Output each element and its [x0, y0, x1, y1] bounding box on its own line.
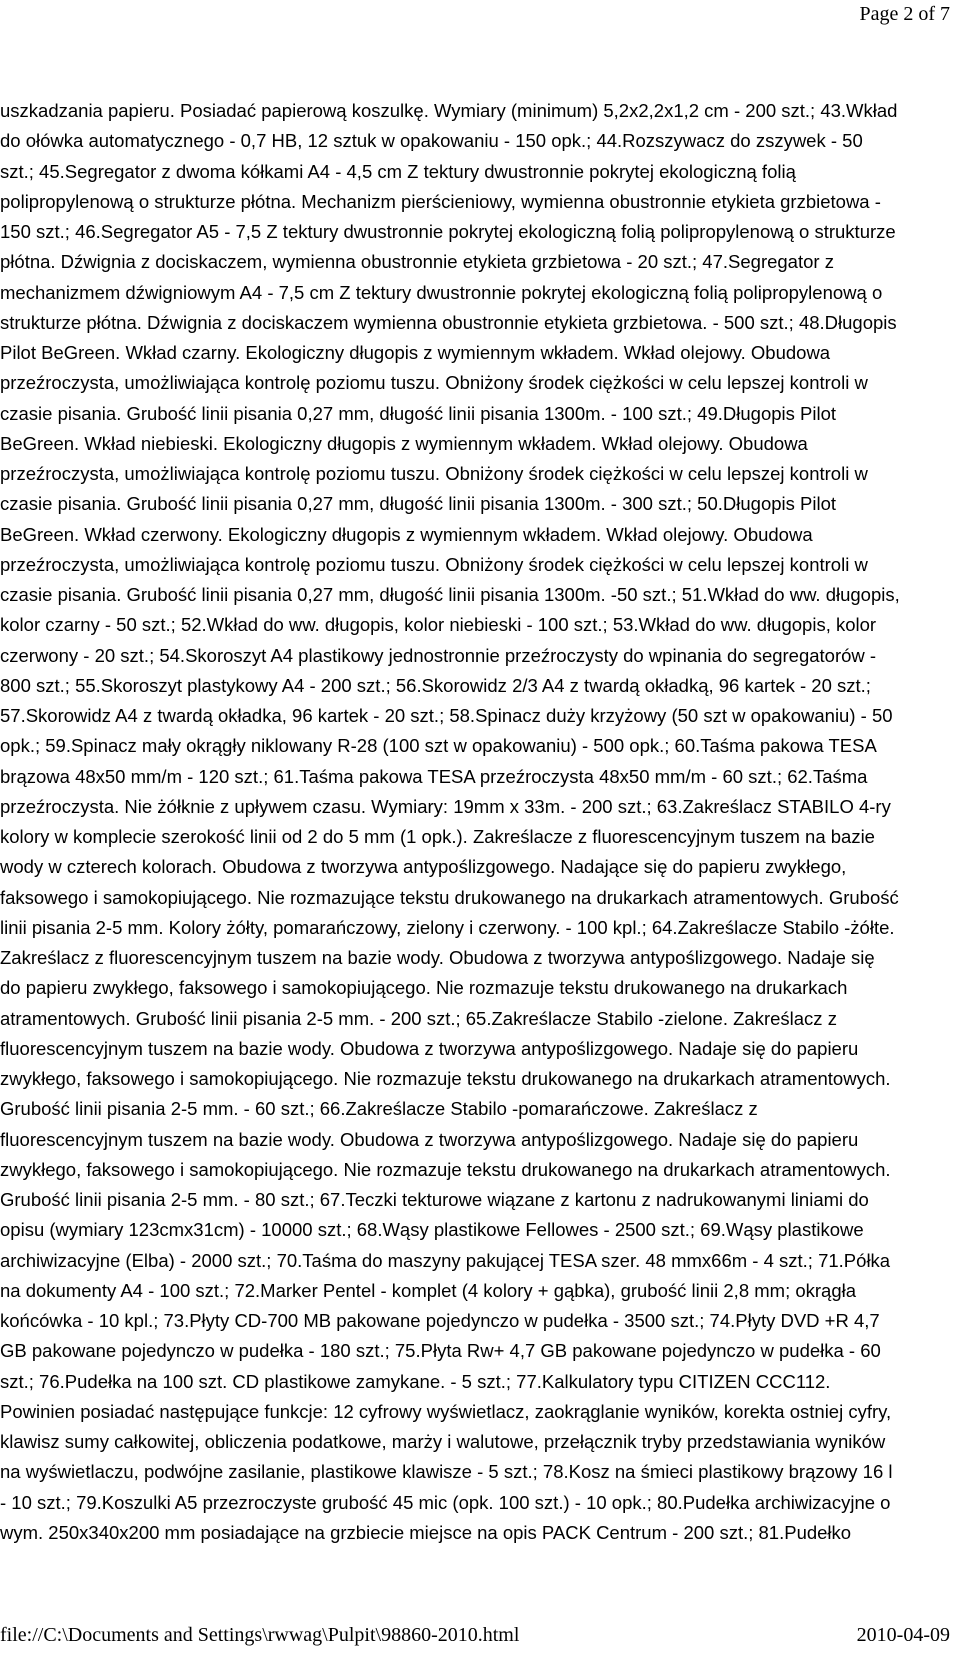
text-line: do papieru zwykłego, faksowego i samokopiującego. Nie rozmazuje tekstu drukowanego na drukarkach: [0, 977, 848, 999]
text-line: przeźroczysta. Nie żółknie z upływem czasu. Wymiary: 19mm x 33m. - 200 szt.; 63.Zakreślacz STABILO 4-ry: [0, 795, 891, 817]
text-line: wody w czterech kolorach. Obudowa z tworzywa antypoślizgowego. Nadające się do papieru zwykłego,: [0, 856, 847, 878]
text-line: mechanizmem dźwigniowym A4 - 7,5 cm Z tektury dwustronnie pokrytej ekologiczną folią polipropylenową o: [0, 281, 883, 303]
text-line: kolor czarny - 50 szt.; 52.Wkład do ww. długopis, kolor niebieski - 100 szt.; 53.Wkład do ww. długopis, kolor: [0, 614, 877, 636]
text-line: Grubość linii pisania 2-5 mm. - 60 szt.; 66.Zakreślacze Stabilo -pomarańczowe. Zakreślacz z: [0, 1098, 758, 1120]
text-line: szt.; 76.Pudełka na 100 szt. CD plastikowe zamykane. - 5 szt.; 77.Kalkulatory typu CITIZEN CCC112.: [0, 1370, 831, 1392]
text-line: 57.Skorowidz A4 z twardą okładka, 96 kartek - 20 szt.; 58.Spinacz duży krzyżowy (50 szt w opakowaniu) - 50: [0, 705, 893, 726]
text-line: BeGreen. Wkład czerwony. Ekologiczny długopis z wymiennym wkładem. Wkład olejowy. Obudowa: [0, 523, 813, 545]
text-line: Grubość linii pisania 2-5 mm. - 80 szt.; 67.Teczki tekturowe wiązane z kartonu z nadrukowanymi liniami do: [0, 1189, 869, 1210]
text-line: Zakreślacz z fluorescencyjnym tuszem na bazie wody. Obudowa z tworzywa antypoślizgowego. Nadaje się: [0, 947, 875, 968]
page-number-header: Page 2 of 7: [859, 3, 950, 25]
page-footer: [0, 1623, 960, 1647]
text-line: opk.; 59.Spinacz mały okrągły niklowany R-28 (100 szt w opakowaniu) - 500 opk.; 60.Taśma pakowa TESA: [0, 735, 877, 757]
text-line: zwykłego, faksowego i samokopiującego. Nie rozmazuje tekstu drukowanego na drukarkach atramentowych.: [0, 1068, 891, 1089]
text-line: opisu (wymiary 123cmx31cm) - 10000 szt.; 68.Wąsy plastikowe Fellowes - 2500 szt.; 69.Wąsy plastikowe: [0, 1219, 864, 1241]
text-line: Pilot BeGreen. Wkład czarny. Ekologiczny długopis z wymiennym wkładem. Wkład olejowy. Obudowa: [0, 342, 831, 363]
text-line: czasie pisania. Grubość linii pisania 0,27 mm, długość linii pisania 1300m. -50 szt.; 51.Wkład do ww. długopis,: [0, 584, 900, 605]
footer-date: 2010-04-09: [856, 1624, 950, 1646]
text-line: - 10 szt.; 79.Koszulki A5 przezroczyste grubość 45 mic (opk. 100 szt.) - 10 opk.; 80.Pudełka archiwizacyjne o: [0, 1491, 891, 1513]
text-line: czasie pisania. Grubość linii pisania 0,27 mm, długość linii pisania 1300m. - 100 szt.; 49.Długopis Pilot: [0, 402, 837, 424]
text-line: polipropylenową o strukturze płótna. Mechanizm pierścieniowy, wymienna obustronnie etykieta grzbietowa -: [0, 190, 881, 212]
text-line: fluorescencyjnym tuszem na bazie wody. Obudowa z tworzywa antypoślizgowego. Nadaje się do papieru: [0, 1037, 859, 1059]
text-line: brązowa 48x50 mm/m - 120 szt.; 61.Taśma pakowa TESA przeźroczysta 48x50 mm/m - 60 szt.; 62.Taśma: [0, 765, 868, 787]
text-line: na wyświetlaczu, podwójne zasilanie, plastikowe klawisze - 5 szt.; 78.Kosz na śmieci plastikowy brązowy 16 l: [0, 1461, 893, 1483]
text-line: płótna. Dźwignia z dociskaczem, wymienna obustronnie etykieta grzbietowa - 20 szt.; 47.Segregator z: [0, 251, 834, 273]
text-line: czerwony - 20 szt.; 54.Skoroszyt A4 plastikowy jednostronnie przeźroczysty do wpinania do segregatorów -: [0, 644, 877, 666]
text-line: linii pisania 2-5 mm. Kolory żółty, pomarańczowy, zielony i czerwony. - 100 kpl.; 64.Zakreślacze Stabilo -żółte.: [0, 916, 895, 938]
text-line: uszkadzania papieru. Posiadać papierową koszulkę. Wymiary (minimum) 5,2x2,2x1,2 cm - 200 szt.; 43.Wkład: [0, 100, 898, 121]
text-line: strukturze płótna. Dźwignia z dociskaczem wymienna obustronnie etykieta grzbietowa. - 500 szt.; 48.Długopis: [0, 311, 897, 333]
text-line: GB pakowane pojedynczo w pudełka - 180 szt.; 75.Płyta Rw+ 4,7 GB pakowane pojedynczo w pudełka - 60: [0, 1340, 881, 1362]
text-line: 800 szt.; 55.Skoroszyt plastykowy A4 - 200 szt.; 56.Skorowidz 2/3 A4 z twardą okładką, 96 kartek - 20 szt.;: [0, 674, 871, 696]
text-line: Powinien posiadać następujące funkcje: 12 cyfrowy wyświetlacz, zaokrąglanie wyników, korekta ostniej cyfry,: [0, 1400, 892, 1422]
text-line: fluorescencyjnym tuszem na bazie wody. Obudowa z tworzywa antypoślizgowego. Nadaje się do papieru: [0, 1128, 859, 1150]
text-line: klawisz sumy całkowitej, obliczenia podatkowe, marży i walutowe, przełącznik tryby przedstawiania wyników: [0, 1431, 886, 1452]
text-line: faksowego i samokopiującego. Nie rozmazujące tekstu drukowanego na drukarkach atramentowych. Grubość: [0, 886, 899, 908]
text-line: do ołówka automatycznego - 0,7 HB, 12 sztuk w opakowaniu - 150 opk.; 44.Rozszywacz do zszywek - 50: [0, 130, 863, 152]
footer-file-path: file://C:\Documents and Settings\rwwag\Pulpit\98860-2010.html: [0, 1624, 520, 1646]
text-line: czasie pisania. Grubość linii pisania 0,27 mm, długość linii pisania 1300m. - 300 szt.; 50.Długopis Pilot: [0, 493, 837, 515]
text-line: kolory w komplecie szerokość linii od 2 do 5 mm (1 opk.). Zakreślacze z fluorescencyjnym tuszem na bazie: [0, 826, 875, 847]
text-line: przeźroczysta, umożliwiająca kontrolę poziomu tuszu. Obniżony środek ciężkości w celu lepszej kontroli w: [0, 463, 868, 484]
text-line: 150 szt.; 46.Segregator A5 - 7,5 Z tektury dwustronnie pokrytej ekologiczną folią polipropylenową o strukturze: [0, 221, 896, 242]
text-line: atramentowych. Grubość linii pisania 2-5 mm. - 200 szt.; 65.Zakreślacze Stabilo -zielone. Zakreślacz z: [0, 1007, 837, 1029]
text-line: archiwizacyjne (Elba) - 2000 szt.; 70.Taśma do maszyny pakującej TESA szer. 48 mmx66m - 4 szt.; 71.Półka: [0, 1249, 891, 1271]
text-line: przeźroczysta, umożliwiająca kontrolę poziomu tuszu. Obniżony środek ciężkości w celu lepszej kontroli w: [0, 372, 868, 394]
text-line: BeGreen. Wkład niebieski. Ekologiczny długopis z wymiennym wkładem. Wkład olejowy. Obudowa: [0, 432, 808, 454]
text-line: zwykłego, faksowego i samokopiującego. Nie rozmazuje tekstu drukowanego na drukarkach atramentowych.: [0, 1158, 891, 1180]
text-line: szt.; 45.Segregator z dwoma kółkami A4 - 4,5 cm Z tektury dwustronnie pokrytej ekologiczną folią: [0, 160, 796, 182]
text-line: na dokumenty A4 - 100 szt.; 72.Marker Pentel - komplet (4 kolory + gąbka), grubość linii 2,8 mm; okrągła: [0, 1279, 857, 1301]
document-body: [0, 96, 960, 1548]
text-line: końcówka - 10 kpl.; 73.Płyty CD-700 MB pakowane pojedynczo w pudełka - 3500 szt.; 74.Płyty DVD +R 4,7: [0, 1310, 880, 1331]
text-line: wym. 250x340x200 mm posiadające na grzbiecie miejsce na opis PACK Centrum - 200 szt.; 81.Pudełko: [0, 1521, 852, 1543]
text-line: przeźroczysta, umożliwiająca kontrolę poziomu tuszu. Obniżony środek ciężkości w celu lepszej kontroli w: [0, 553, 868, 575]
